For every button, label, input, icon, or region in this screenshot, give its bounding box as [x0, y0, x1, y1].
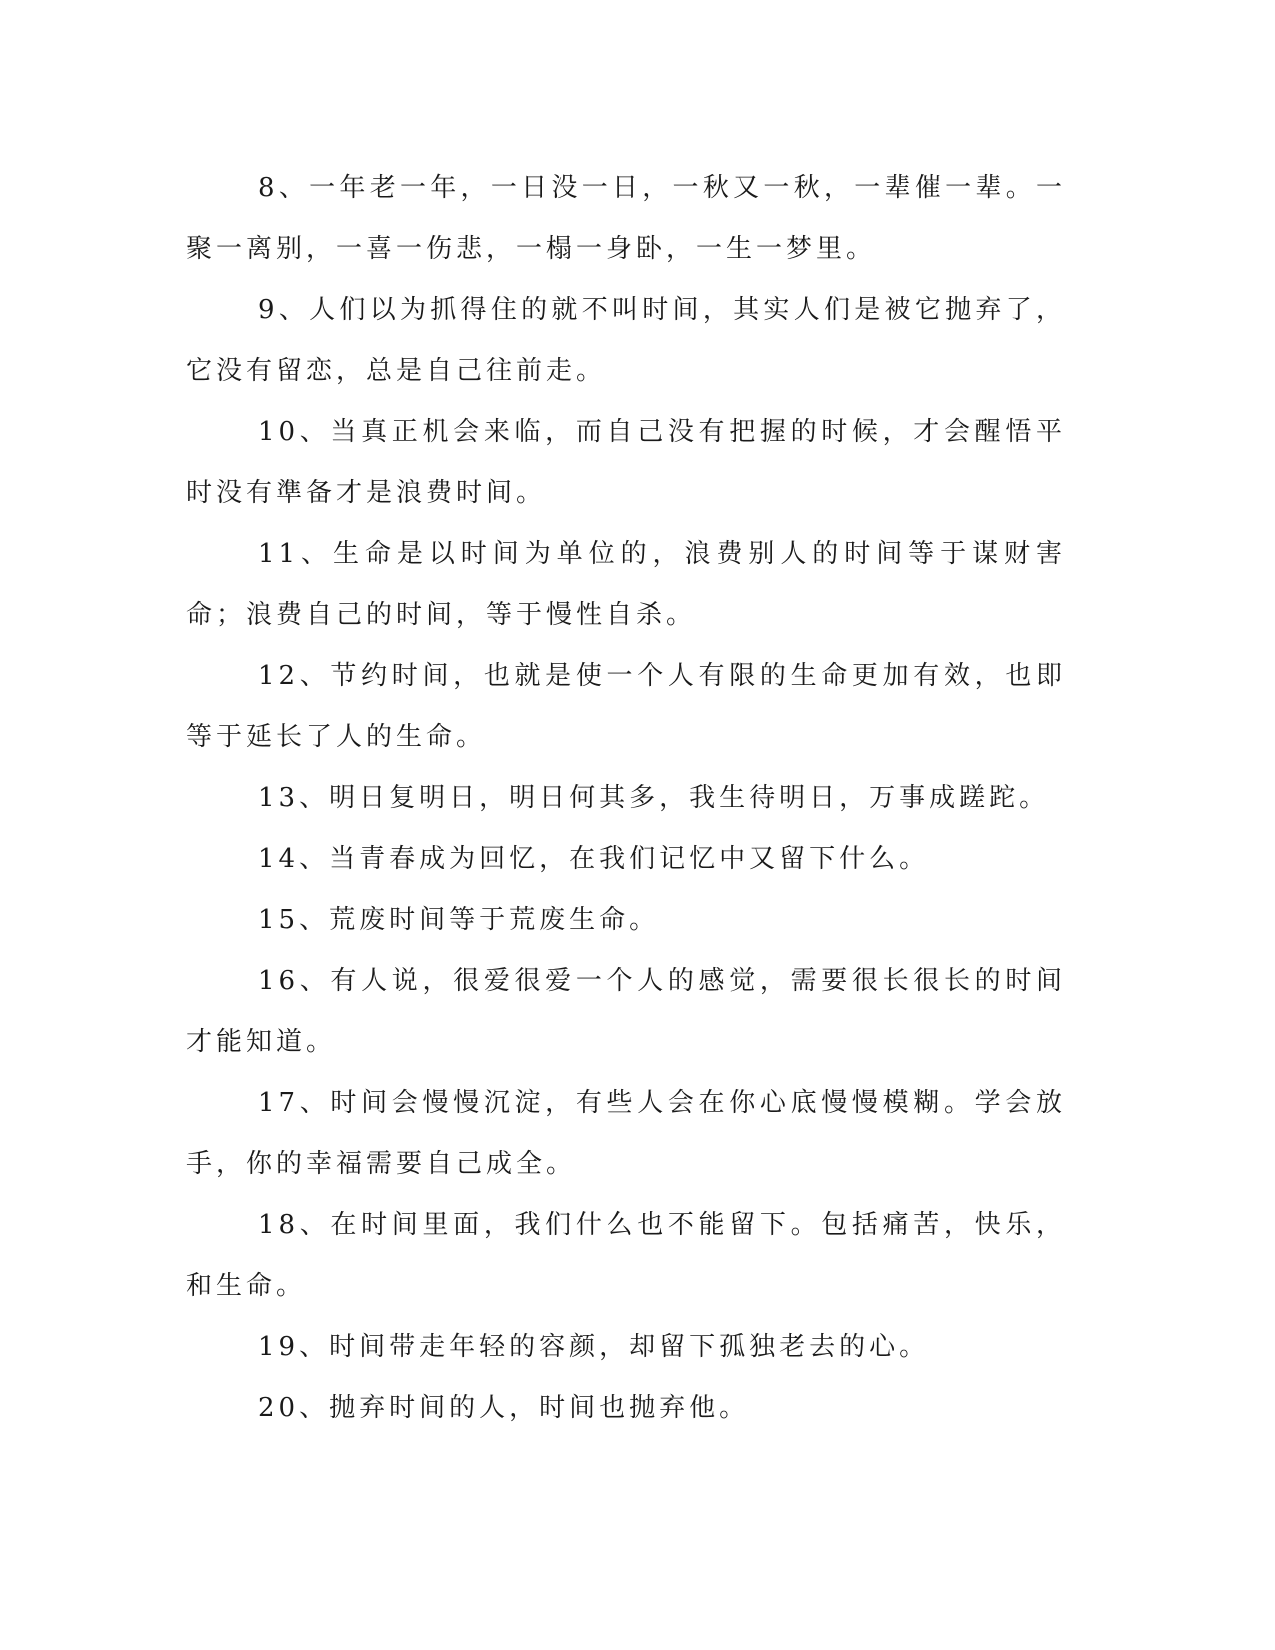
document-body — [186, 158, 1066, 1439]
paragraph-10: 10、当真正机会来临，而自己没有把握的时候，才会醒悟平时没有準备才是浪费时间。 — [186, 417, 1066, 508]
paragraph-12: 12、节约时间，也就是使一个人有限的生命更加有效，也即等于延长了人的生命。 — [186, 661, 1066, 752]
paragraph-15: 15、荒废时间等于荒废生命。 — [258, 905, 660, 935]
paragraph-14: 14、当青春成为回忆，在我们记忆中又留下什么。 — [258, 844, 930, 874]
paragraph-18: 18、在时间里面，我们什么也不能留下。包括痛苦，快乐，和生命。 — [186, 1210, 1066, 1301]
paragraph-8: 8、一年老一年，一日没一日，一秋又一秋，一辈催一辈。一聚一离别，一喜一伤悲，一榻一身卧，一生一梦里。 — [186, 173, 1066, 264]
paragraph-9: 9、人们以为抓得住的就不叫时间，其实人们是被它抛弃了，它没有留恋，总是自己往前走。 — [186, 295, 1066, 386]
paragraph-17: 17、时间会慢慢沉淀，有些人会在你心底慢慢模糊。学会放手，你的幸福需要自己成全。 — [186, 1088, 1066, 1179]
paragraph-19: 19、时间带走年轻的容颜，却留下孤独老去的心。 — [258, 1332, 930, 1362]
paragraph-16: 16、有人说，很爱很爱一个人的感觉，需要很长很长的时间才能知道。 — [186, 966, 1066, 1057]
paragraph-20: 20、抛弃时间的人，时间也抛弃他。 — [258, 1393, 750, 1423]
paragraph-13: 13、明日复明日，明日何其多，我生待明日，万事成蹉跎。 — [258, 783, 1050, 813]
paragraph-11: 11、生命是以时间为单位的，浪费别人的时间等于谋财害命；浪费自己的时间，等于慢性自杀。 — [186, 539, 1066, 630]
